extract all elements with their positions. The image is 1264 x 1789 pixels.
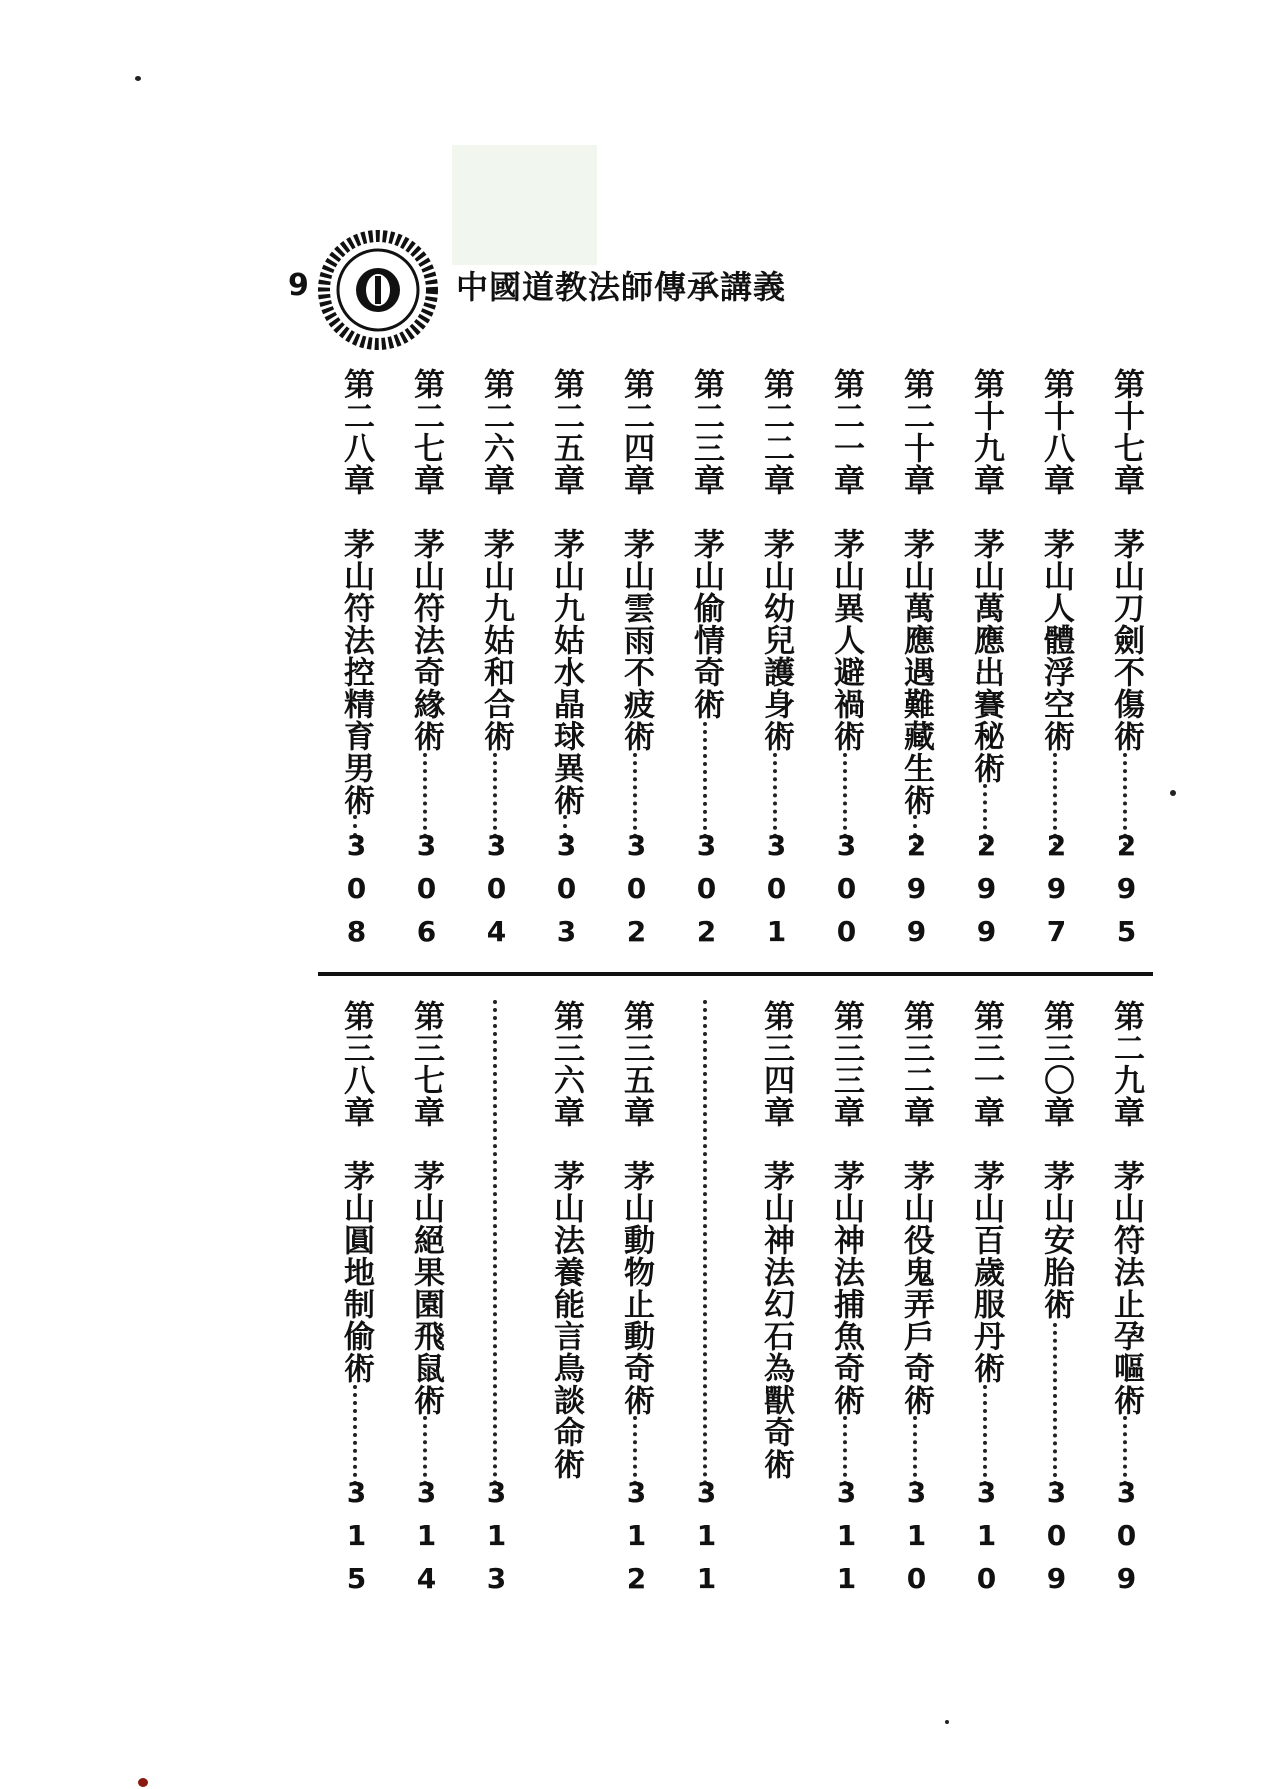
toc-entry <box>470 1000 522 1605</box>
page-ref: 304 <box>480 829 513 958</box>
chapter-label: 第二三章 <box>688 368 724 496</box>
toc-entry <box>1100 1000 1152 1605</box>
toc-entry <box>820 1000 872 1605</box>
chapter-label: 第二九章 <box>1108 1000 1144 1128</box>
chapter-label: 第二二章 <box>758 368 794 496</box>
toc-entry <box>540 368 592 958</box>
leader-dots <box>1053 1323 1061 1493</box>
toc-entry <box>1030 368 1082 958</box>
toc-entry <box>610 368 662 958</box>
chapter-title: 茅山神法幻石為獸奇術 <box>758 1160 794 1480</box>
page-ref: 308 <box>340 829 373 958</box>
page-ref: 301 <box>760 829 793 958</box>
page-ref: 310 <box>970 1476 1003 1605</box>
chapter-title: 茅山九姑水晶球異術 <box>548 528 584 816</box>
page-ref: 302 <box>690 829 723 958</box>
chapter-title: 茅山神法捕魚奇術 <box>828 1160 864 1416</box>
toc-entry <box>470 368 522 958</box>
chapter-label: 第三八章 <box>338 1000 374 1128</box>
chapter-title: 茅山萬應出賽秘術 <box>968 528 1004 784</box>
page-ref: 310 <box>900 1476 933 1605</box>
chapter-label: 第二十章 <box>898 368 934 496</box>
toc-entry <box>400 368 452 958</box>
chapter-title: 茅山法養能言鳥談命術 <box>548 1160 584 1480</box>
chapter-title: 茅山安胎術 <box>1038 1160 1074 1320</box>
chapter-title: 茅山符法止孕嘔術 <box>1108 1160 1144 1416</box>
toc-entry <box>330 1000 382 1605</box>
page-ref: 309 <box>1110 1476 1143 1605</box>
toc-entry <box>610 1000 662 1605</box>
leader-dots <box>703 1000 711 1493</box>
toc-entry <box>1100 368 1152 958</box>
toc-entry <box>540 1000 592 1605</box>
speck <box>135 76 141 81</box>
chapter-label: 第三一章 <box>968 1000 1004 1128</box>
chapter-title: 茅山萬應遇難藏生術 <box>898 528 934 816</box>
page-ref: 306 <box>410 829 443 958</box>
chapter-label: 第二六章 <box>478 368 514 496</box>
toc-entry <box>890 1000 942 1605</box>
chapter-title: 茅山役鬼弄戶奇術 <box>898 1160 934 1416</box>
page-ref: 303 <box>550 829 583 958</box>
chapter-label: 第二一章 <box>828 368 864 496</box>
toc-entry <box>960 368 1012 958</box>
chapter-label: 第三三章 <box>828 1000 864 1128</box>
toc-entry <box>750 368 802 958</box>
speck <box>945 1720 949 1724</box>
page-ref: 312 <box>620 1476 653 1605</box>
page-ref: 309 <box>1040 1476 1073 1605</box>
toc-entry <box>680 1000 732 1605</box>
page-ref: 314 <box>410 1476 443 1605</box>
chapter-label: 第二七章 <box>408 368 444 496</box>
chapter-title: 茅山百歲服丹術 <box>968 1160 1004 1384</box>
page-ref: 315 <box>340 1476 373 1605</box>
chapter-title: 茅山動物止動奇術 <box>618 1160 654 1416</box>
toc-top <box>312 368 1152 958</box>
page-ref: 313 <box>480 1476 513 1605</box>
chapter-label: 第十八章 <box>1038 368 1074 496</box>
chapter-label: 第二八章 <box>338 368 374 496</box>
page-ref: 302 <box>620 829 653 958</box>
toc-entry <box>750 1000 802 1605</box>
chapter-title: 茅山絕果園飛鼠術 <box>408 1160 444 1416</box>
chapter-title: 茅山九姑和合術 <box>478 528 514 752</box>
speck <box>138 1778 148 1787</box>
leader-dots <box>493 1000 501 1493</box>
chapter-title: 茅山雲雨不疲術 <box>618 528 654 752</box>
toc-entry <box>890 368 942 958</box>
seal-emblem-icon <box>318 230 438 350</box>
chapter-title: 茅山符法奇緣術 <box>408 528 444 752</box>
chapter-label: 第三〇章 <box>1038 1000 1074 1128</box>
chapter-label: 第二四章 <box>618 368 654 496</box>
toc-entry <box>960 1000 1012 1605</box>
chapter-title: 茅山幼兒護身術 <box>758 528 794 752</box>
toc-entry <box>1030 1000 1082 1605</box>
chapter-label: 第十九章 <box>968 368 1004 496</box>
toc-entry <box>820 368 872 958</box>
page-ref: 311 <box>690 1476 723 1605</box>
chapter-label: 第三七章 <box>408 1000 444 1128</box>
chapter-title: 茅山符法控精育男術 <box>338 528 374 816</box>
page-ref: 297 <box>1040 829 1073 958</box>
divider-rule <box>318 972 1153 976</box>
page-number: 9 <box>288 268 309 303</box>
page-ref: 311 <box>830 1476 863 1605</box>
chapter-label: 第三四章 <box>758 1000 794 1128</box>
chapter-title: 茅山偷情奇術 <box>688 528 724 720</box>
chapter-title: 茅山圓地制偷術 <box>338 1160 374 1384</box>
toc-entry <box>680 368 732 958</box>
book-title: 中國道教法師傳承講義 <box>456 268 787 306</box>
chapter-label: 第三五章 <box>618 1000 654 1128</box>
chapter-label: 第二五章 <box>548 368 584 496</box>
toc-bottom <box>312 1000 1152 1605</box>
chapter-title: 茅山異人避禍術 <box>828 528 864 752</box>
page-ref: 299 <box>970 829 1003 958</box>
chapter-label: 第三二章 <box>898 1000 934 1128</box>
toc-entry <box>400 1000 452 1605</box>
page-ref: 300 <box>830 829 863 958</box>
stamp-box <box>452 145 597 265</box>
page-ref: 299 <box>900 829 933 958</box>
page-ref: 295 <box>1110 829 1143 958</box>
toc-entry <box>330 368 382 958</box>
chapter-label: 第三六章 <box>548 1000 584 1128</box>
leader-dots <box>703 722 711 846</box>
speck <box>1170 790 1176 796</box>
chapter-label: 第十七章 <box>1108 368 1144 496</box>
chapter-title: 茅山人體浮空術 <box>1038 528 1074 752</box>
chapter-title: 茅山刀劍不傷術 <box>1108 528 1144 752</box>
